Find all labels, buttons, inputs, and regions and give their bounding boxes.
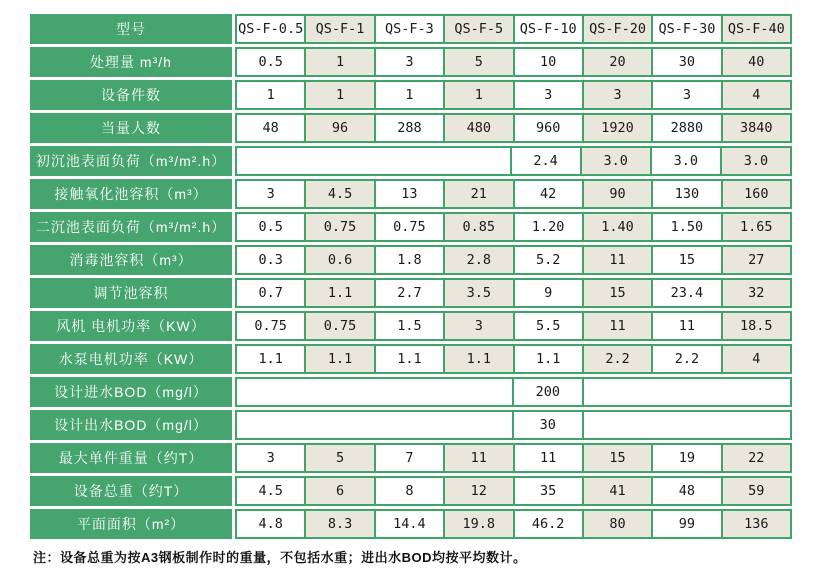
table-row [30, 245, 792, 275]
value-cell: 10 [513, 49, 582, 75]
value-cell: 11 [651, 313, 720, 339]
value-cell: 99 [651, 511, 720, 537]
value-cell: 0.85 [443, 214, 512, 240]
row-label: 初沉池表面负荷（m³/m².h） [30, 146, 232, 176]
model-header-cell: QS-F-0.5 [237, 16, 304, 42]
value-cell: 0.3 [237, 247, 304, 273]
row-label: 最大单件重量（约T） [30, 443, 232, 473]
value-cell: 27 [721, 247, 790, 273]
value-cell: 5 [443, 49, 512, 75]
value-cell: 7 [374, 445, 443, 471]
value-cell: 41 [582, 478, 651, 504]
row-label: 二沉池表面负荷（m³/m².h） [30, 212, 232, 242]
value-cell: 0.75 [237, 313, 304, 339]
value-cell: 19.8 [443, 511, 512, 537]
value-cell: 18.5 [721, 313, 790, 339]
table-row [30, 410, 792, 440]
value-cell: 0.75 [304, 214, 373, 240]
value-cell: 8.3 [304, 511, 373, 537]
value-cell: 1.50 [651, 214, 720, 240]
value-cell: 3 [513, 82, 582, 108]
value-cell: 1.1 [443, 346, 512, 372]
value-cell: 1 [374, 82, 443, 108]
value-cell: 4.5 [237, 478, 304, 504]
value-cell: 4.5 [304, 181, 373, 207]
value-cell: 160 [721, 181, 790, 207]
value-cell: 200 [512, 379, 583, 405]
value-cell: 1 [443, 82, 512, 108]
value-cell: 20 [582, 49, 651, 75]
value-cell: 35 [513, 478, 582, 504]
value-cell: 1.5 [374, 313, 443, 339]
table-row [30, 146, 792, 176]
value-cell: 3.5 [443, 280, 512, 306]
value-cell: 2.2 [582, 346, 651, 372]
value-cell: 11 [443, 445, 512, 471]
row-cells [235, 47, 792, 77]
value-cell: 1.65 [721, 214, 790, 240]
row-cells [235, 410, 792, 440]
value-cell: 15 [582, 280, 651, 306]
value-cell: 1920 [582, 115, 651, 141]
value-cell: 2.8 [443, 247, 512, 273]
row-label: 风机 电机功率（KW） [30, 311, 232, 341]
value-cell: 13 [374, 181, 443, 207]
row-cells [235, 113, 792, 143]
value-cell: 6 [304, 478, 373, 504]
value-cell: 1.8 [374, 247, 443, 273]
row-label: 当量人数 [30, 113, 232, 143]
value-cell: 1.40 [582, 214, 651, 240]
value-cell: 1.20 [513, 214, 582, 240]
row-cells [235, 245, 792, 275]
value-cell: 0.75 [304, 313, 373, 339]
value-cell [582, 412, 790, 438]
model-header-cell: QS-F-40 [721, 16, 790, 42]
value-cell: 90 [582, 181, 651, 207]
model-header-cell: QS-F-30 [651, 16, 720, 42]
spec-table [30, 14, 792, 542]
row-cells [235, 80, 792, 110]
model-header-cell: QS-F-1 [304, 16, 373, 42]
row-label: 平面面积（m²） [30, 509, 232, 539]
value-cell: 1 [304, 49, 373, 75]
row-label: 消毒池容积（m³） [30, 245, 232, 275]
row-label: 设计出水BOD（mg/l） [30, 410, 232, 440]
table-row [30, 179, 792, 209]
value-cell: 21 [443, 181, 512, 207]
row-cells [235, 443, 792, 473]
value-cell: 11 [582, 313, 651, 339]
value-cell [582, 379, 790, 405]
value-cell: 30 [651, 49, 720, 75]
model-header-cell: QS-F-10 [513, 16, 582, 42]
value-cell: 14.4 [374, 511, 443, 537]
value-cell: 3 [651, 82, 720, 108]
value-cell: 3 [582, 82, 651, 108]
value-cell: 0.6 [304, 247, 373, 273]
row-cells [235, 344, 792, 374]
value-cell: 11 [582, 247, 651, 273]
table-row [30, 476, 792, 506]
value-cell: 136 [721, 511, 790, 537]
table-row [30, 311, 792, 341]
table-row [30, 212, 792, 242]
table-row [30, 377, 792, 407]
value-cell: 46.2 [513, 511, 582, 537]
value-cell: 1.1 [237, 346, 304, 372]
value-cell: 1.1 [304, 346, 373, 372]
value-cell: 8 [374, 478, 443, 504]
model-header-cell: QS-F-5 [443, 16, 512, 42]
value-cell: 960 [513, 115, 582, 141]
value-cell: 15 [651, 247, 720, 273]
value-cell: 80 [582, 511, 651, 537]
value-cell: 2.7 [374, 280, 443, 306]
header-row [30, 14, 792, 44]
value-cell: 30 [512, 412, 583, 438]
model-header-cell: QS-F-3 [374, 16, 443, 42]
row-cells [235, 14, 792, 44]
value-cell: 2.2 [651, 346, 720, 372]
value-cell: 3 [443, 313, 512, 339]
value-cell: 3.0 [580, 148, 650, 174]
value-cell: 48 [651, 478, 720, 504]
value-cell: 32 [721, 280, 790, 306]
table-row [30, 278, 792, 308]
value-cell: 9 [513, 280, 582, 306]
value-cell: 3.0 [650, 148, 720, 174]
value-cell: 15 [582, 445, 651, 471]
value-cell [237, 379, 512, 405]
model-header-cell: QS-F-20 [582, 16, 651, 42]
value-cell: 1 [304, 82, 373, 108]
row-label: 调节池容积 [30, 278, 232, 308]
value-cell: 19 [651, 445, 720, 471]
value-cell: 23.4 [651, 280, 720, 306]
value-cell: 3 [237, 181, 304, 207]
row-label: 设计进水BOD（mg/l） [30, 377, 232, 407]
value-cell: 3840 [721, 115, 790, 141]
value-cell: 480 [443, 115, 512, 141]
table-row [30, 509, 792, 539]
value-cell: 22 [721, 445, 790, 471]
row-cells [235, 146, 792, 176]
table-row [30, 443, 792, 473]
value-cell: 130 [651, 181, 720, 207]
row-cells [235, 476, 792, 506]
table-row [30, 80, 792, 110]
value-cell: 1 [237, 82, 304, 108]
value-cell: 4.8 [237, 511, 304, 537]
row-cells [235, 311, 792, 341]
value-cell [237, 412, 512, 438]
value-cell: 1.1 [374, 346, 443, 372]
value-cell: 12 [443, 478, 512, 504]
row-label: 水泵电机功率（KW） [30, 344, 232, 374]
row-cells [235, 278, 792, 308]
value-cell: 4 [721, 82, 790, 108]
value-cell: 5.5 [513, 313, 582, 339]
value-cell: 3 [237, 445, 304, 471]
row-cells [235, 509, 792, 539]
value-cell: 11 [513, 445, 582, 471]
value-cell: 288 [374, 115, 443, 141]
value-cell: 42 [513, 181, 582, 207]
row-label: 设备总重（约T） [30, 476, 232, 506]
value-cell: 2.4 [510, 148, 580, 174]
value-cell: 1.1 [513, 346, 582, 372]
row-cells [235, 179, 792, 209]
value-cell: 40 [721, 49, 790, 75]
row-label: 设备件数 [30, 80, 232, 110]
value-cell: 2880 [651, 115, 720, 141]
value-cell: 5 [304, 445, 373, 471]
value-cell: 1.1 [304, 280, 373, 306]
table-row [30, 344, 792, 374]
row-label: 处理量 m³/h [30, 47, 232, 77]
table-row [30, 47, 792, 77]
value-cell: 0.7 [237, 280, 304, 306]
table-row [30, 113, 792, 143]
row-label: 接触氧化池容积（m³） [30, 179, 232, 209]
value-cell [237, 148, 510, 174]
value-cell: 4 [721, 346, 790, 372]
row-label: 型号 [30, 14, 232, 44]
row-cells [235, 212, 792, 242]
value-cell: 3.0 [720, 148, 790, 174]
value-cell: 59 [721, 478, 790, 504]
value-cell: 0.75 [374, 214, 443, 240]
value-cell: 48 [237, 115, 304, 141]
value-cell: 0.5 [237, 214, 304, 240]
value-cell: 5.2 [513, 247, 582, 273]
value-cell: 96 [304, 115, 373, 141]
value-cell: 0.5 [237, 49, 304, 75]
footnote: 注：设备总重为按A3钢板制作时的重量，不包括水重；进出水BOD均按平均数计。 [33, 550, 527, 565]
row-cells [235, 377, 792, 407]
value-cell: 3 [374, 49, 443, 75]
